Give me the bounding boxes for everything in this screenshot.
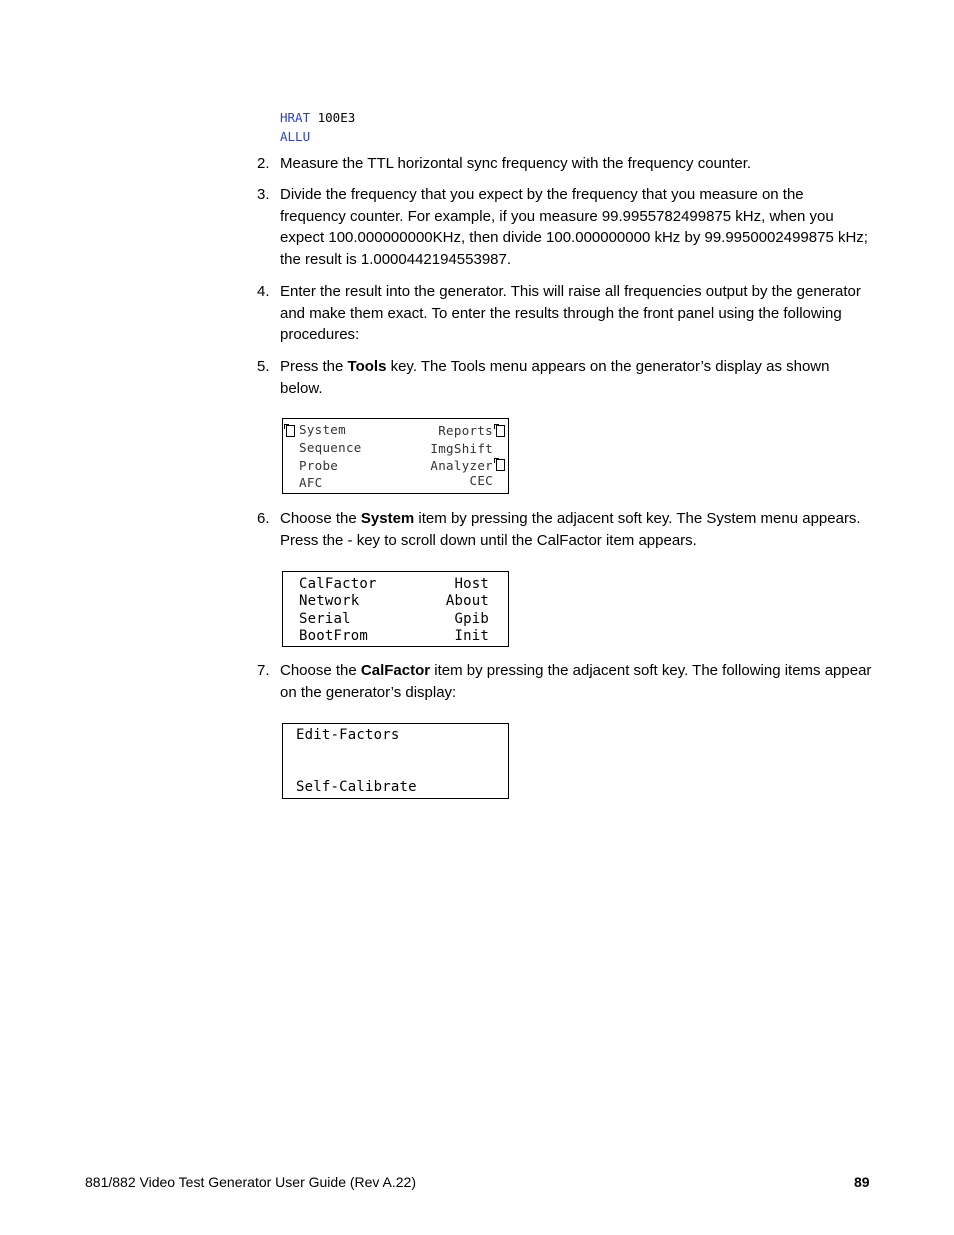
- menu-item-network[interactable]: Network: [299, 593, 360, 609]
- tools-key-label: Tools: [347, 358, 387, 375]
- calfactor-menu-display: [282, 723, 509, 799]
- step-4: 4. Enter the result into the generator. This will raise all frequencies output by the generator and make them exact. To enter the results through the front panel using the following procedures:: [257, 283, 861, 344]
- menu-item-cec[interactable]: CEC: [469, 473, 493, 488]
- system-menu-display: [282, 571, 509, 647]
- footer-title: 881/882 Video Test Generator User Guide (Rev A.22): [85, 1174, 417, 1190]
- code-line: HRAT 100E3: [280, 110, 356, 125]
- code-line: ALLU: [280, 129, 311, 144]
- step-2: 2. Measure the TTL horizontal sync frequency with the frequency counter.: [257, 155, 752, 172]
- system-item-label: System: [360, 510, 415, 527]
- menu-item-host[interactable]: Host: [454, 576, 489, 592]
- menu-item-system[interactable]: System: [299, 422, 346, 437]
- page-number: 89: [854, 1174, 870, 1190]
- step-6: 6. Choose the System item by pressing the adjacent soft key. The System menu appears. Press the - key to scroll down until the CalFactor item appears.: [257, 510, 861, 549]
- menu-item-gpib[interactable]: Gpib: [454, 611, 489, 627]
- folder-icon: [286, 425, 295, 437]
- menu-item-analyzer[interactable]: Analyzer: [430, 458, 493, 473]
- code-block: [280, 108, 355, 146]
- folder-icon: [496, 459, 505, 471]
- menu-item-serial[interactable]: Serial: [299, 611, 351, 627]
- menu-item-self-calibrate[interactable]: Self-Calibrate: [296, 779, 417, 795]
- calfactor-item-label: CalFactor: [360, 662, 431, 679]
- menu-item-imgshift[interactable]: ImgShift: [430, 441, 493, 456]
- menu-item-init[interactable]: Init: [454, 628, 489, 644]
- step-5: 5. Press the Tools key. The Tools menu appears on the generator’s display as shown below.: [257, 358, 830, 397]
- step-3: 3. Divide the frequency that you expect by the frequency that you measure on the frequency counter. For example, if you measure 99.9955782499875 kHz, when you expect 100.000000000KHz, then divide 100.000000000 kHz by 99.9950002499875 kHz; the result is 1.0000442194553987.: [257, 186, 868, 268]
- menu-item-bootfrom[interactable]: BootFrom: [299, 628, 369, 644]
- menu-item-probe[interactable]: Probe: [299, 458, 339, 473]
- menu-item-sequence[interactable]: Sequence: [299, 440, 362, 455]
- folder-icon: [496, 425, 505, 437]
- menu-item-edit-factors[interactable]: Edit-Factors: [296, 727, 400, 743]
- menu-item-about[interactable]: About: [445, 593, 489, 609]
- menu-item-reports[interactable]: Reports: [438, 423, 493, 438]
- step-7: 7. Choose the CalFactor item by pressing the adjacent soft key. The following items appear on the generator’s display:: [257, 662, 872, 701]
- menu-item-calfactor[interactable]: CalFactor: [299, 576, 377, 592]
- menu-item-afc[interactable]: AFC: [299, 475, 323, 490]
- tools-menu-display: [282, 418, 509, 494]
